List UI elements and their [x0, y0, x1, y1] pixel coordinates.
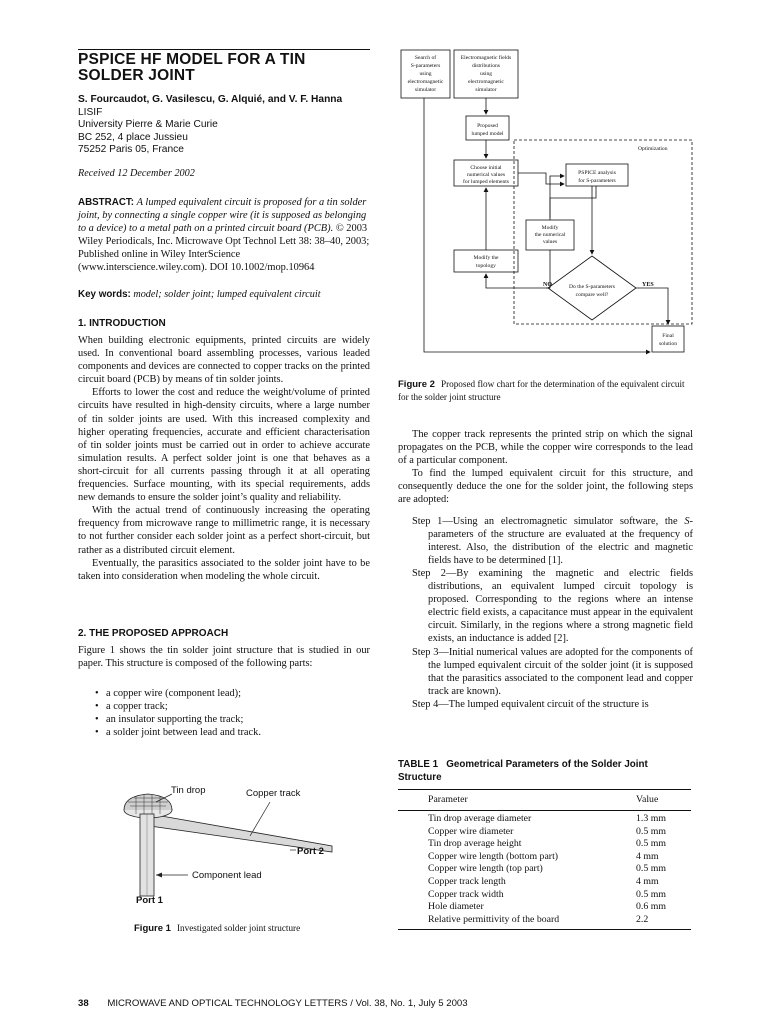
figure2-flowchart: [396, 48, 696, 364]
fc-text: simulator: [475, 87, 497, 93]
table-cell-parameter: Copper wire diameter: [428, 825, 514, 837]
paragraph: With the actual trend of continuously increasing the operating frequency from microwave range to millimetric range, it is necessary to not further consider each solder joint as a perfect short-circuit, but rather as a distributed circuit element.: [78, 505, 370, 556]
authors: S. Fourcaudot, G. Vasilescu, G. Alquié, and V. F. Hanna: [78, 94, 343, 105]
received-date: Received 12 December 2002: [78, 168, 195, 179]
table-row: [428, 813, 666, 826]
step-4: Step 4—The lumped equivalent circuit of the structure is: [412, 698, 649, 710]
title-rule: [78, 49, 370, 50]
table-row: [428, 838, 666, 851]
list-item: • an insulator supporting the track;: [106, 713, 370, 726]
fc-text: simulator: [414, 87, 437, 93]
table-row: [428, 914, 666, 927]
table-header-value: Value: [636, 794, 659, 805]
figure1-label: Figure 1: [134, 923, 171, 934]
title-line-1: PSPICE HF MODEL FOR A TIN: [78, 51, 306, 68]
label-component-lead: Component lead: [192, 870, 262, 881]
table-cell-value: 4 mm: [636, 875, 659, 887]
table-cell-value: 0.6 mm: [636, 901, 666, 913]
page-number: 38: [78, 998, 89, 1009]
table1-label: TABLE 1: [398, 759, 439, 770]
fc-no-label: NO: [543, 282, 552, 288]
table-cell-parameter: Hole diameter: [428, 901, 484, 913]
table-row: [428, 851, 666, 864]
list-item: • a solder joint between lead and track.: [106, 726, 370, 739]
fc-text: topology: [476, 263, 496, 269]
affiliation-line: LISIF: [78, 107, 103, 118]
table-cell-value: 0.5 mm: [636, 863, 666, 875]
fc-text: values: [542, 239, 558, 245]
step1-s: S: [684, 515, 690, 527]
figure2-caption-text: Proposed flow chart for the determination of the equivalent circuit for the solder joint structure: [398, 379, 685, 402]
box-final: [652, 326, 684, 352]
fc-text: using: [479, 71, 493, 77]
table-cell-parameter: Copper track length: [428, 875, 506, 887]
approach-heading: 2. THE PROPOSED APPROACH: [78, 628, 229, 639]
fc-text: distributions: [472, 63, 500, 69]
fc-text: compare well?: [575, 292, 609, 298]
figure1-illustration: [110, 778, 360, 908]
table-cell-parameter: Relative permittivity of the board: [428, 913, 560, 925]
step-2: Step 2—By examining the magnetic and electric fields distributions, an equivalent lumped circuit topology is proposed. Corresponding to the regions where an intense electric field exists, a capacitance must appear in the equivalent circuit. Similarly, in the regions where a strong magnetic field exists, an inductance is added [2].: [412, 567, 693, 645]
fc-text: Do the S-parameters: [569, 284, 615, 290]
fc-text: PSPICE analysis: [578, 170, 616, 176]
affiliation-line: 75252 Paris 05, France: [78, 143, 184, 155]
fc-text: Modify the: [473, 255, 499, 261]
table-cell-value: 2.2: [636, 913, 649, 925]
paragraph: Figure 1 shows the tin solder joint structure that is studied in our paper. This structure is composed of the following parts:: [78, 645, 370, 670]
keywords: [78, 289, 370, 300]
table-cell-parameter: Copper wire length (bottom part): [428, 850, 559, 862]
step1-text-rest: -parameters of the structure are evaluated at the frequency of interest. Also, the distribution of the electric and magnetic fields have to be determined [1].: [428, 515, 693, 566]
title-line-2: SOLDER JOINT: [78, 67, 195, 84]
footer: [78, 998, 468, 1009]
table-cell-value: 0.5 mm: [636, 888, 666, 900]
table-bottom-rule: [398, 929, 691, 930]
fc-text: for lumped elements: [463, 179, 509, 185]
table-cell-value: 0.5 mm: [636, 838, 666, 850]
paragraph: To find the lumped equivalent circuit for this structure, and consequently deduce the one for the solder joint, the following steps are adopted:: [398, 468, 693, 506]
fc-text: lumped model: [471, 131, 504, 137]
step-1: [398, 515, 693, 567]
paragraph: The copper track represents the printed strip on which the signal propagates on the PCB, while the copper wire corresponds to the lead of a particular component.: [398, 429, 693, 467]
intro-heading: 1. INTRODUCTION: [78, 318, 166, 329]
fc-text: Electromagnetic fields: [460, 55, 512, 61]
table-header-rule: [398, 810, 691, 811]
abstract-italic: A lumped equivalent circuit is proposed for a tin solder joint, by connecting a single copper wire (it is supposed as belonging to a device) to a metal path on a printed circuit board (PCB).: [78, 197, 367, 235]
table1: [428, 813, 666, 926]
fc-text: Optimization: [638, 146, 668, 152]
table-cell-parameter: Tin drop average diameter: [428, 813, 532, 824]
fc-text: electromagnetic: [407, 79, 444, 85]
article-title: [78, 52, 370, 84]
table1-title: [398, 758, 693, 784]
parts-list: [78, 687, 370, 739]
table1-title-line1: Geometrical Parameters of the Solder Joint: [446, 759, 648, 770]
fc-text: for S-parameters: [578, 178, 616, 184]
table-header-param: Parameter: [428, 794, 468, 805]
list-item: • a copper track;: [106, 700, 370, 713]
label-port1: Port 1: [136, 895, 163, 906]
fc-text: Search of: [414, 55, 437, 61]
approach-body: [78, 644, 370, 670]
fc-text: Choose initial: [470, 165, 502, 171]
affiliation: [78, 107, 370, 156]
abstract-label: ABSTRACT:: [78, 197, 135, 208]
figure2-label: Figure 2: [398, 379, 435, 390]
list-item: • a copper wire (component lead);: [106, 687, 370, 700]
table-row: [428, 889, 666, 902]
right-body: [398, 428, 693, 711]
fc-text: S-parameters: [410, 63, 441, 69]
step1-text: Step 1—Using an electromagnetic simulator software, the: [412, 515, 685, 527]
table-cell-value: 1.3 mm: [636, 813, 666, 824]
abstract: [78, 196, 370, 275]
affiliation-line: University Pierre & Marie Curie: [78, 119, 218, 131]
keywords-label: Key words:: [78, 289, 131, 300]
affiliation-line: BC 252, 4 place Jussieu: [78, 131, 188, 143]
abstract-rest: © 2003 Wiley Periodicals, Inc. Microwave Opt Technol Lett 38: 38–40, 2003; Published online in Wiley InterScience (www.interscience.wiley.com). DOI 10.1002/mop.10964: [78, 223, 370, 274]
table-cell-value: 0.5 mm: [636, 825, 666, 837]
table-row: [428, 876, 666, 889]
fc-text: the numerical: [534, 232, 566, 238]
fc-text: using: [419, 71, 432, 77]
table-row: [428, 901, 666, 914]
table-row: [428, 863, 666, 876]
fc-text: numerical values: [466, 172, 506, 178]
figure1-caption: [134, 922, 300, 935]
table-row: [428, 826, 666, 839]
figure1-caption-text: Investigated solder joint structure: [176, 923, 301, 933]
table-cell-parameter: Tin drop average height: [428, 838, 522, 850]
fc-text: Proposed: [477, 123, 498, 129]
figure2-caption: [398, 378, 693, 403]
fc-text: electromagnetic: [468, 79, 504, 85]
fc-yes-label: YES: [642, 282, 654, 288]
paragraph: When building electronic equipments, printed circuits are widely used. In conventional board assembling processes, various leaded components and devices are connected to copper tracks on the printed circuit board (PCB) by means of tin solder joints.: [78, 335, 370, 386]
label-tin-drop: Tin drop: [171, 785, 206, 796]
paragraph: Efforts to lower the cost and reduce the weight/volume of printed circuits have resulted in high-density circuits, where a large number of tin solder joints are used. With this increased complexity and higher operating frequencies, accurate and efficient characterisation of tin solder joints must be carried out in order to achieve accurate simulation results. A perfect solder joint is one that behaves as a short-circuit for all currents passing through it at all operating frequencies. Surface mounting, with its special requirements, adds new demands to ensure the solder joint’s quality and reliability.: [78, 387, 370, 504]
fc-text: Modify: [541, 225, 559, 231]
fc-text: Final: [662, 333, 674, 339]
step-3: Step 3—Initial numerical values are adopted for the components of the lumped equivalent circuit of the solder joint (it is supposed that the parasitics associated to the component lead and copper track are known).: [412, 646, 693, 697]
keywords-text: model; solder joint; lumped equivalent circuit: [133, 289, 321, 300]
fc-text: solution: [658, 341, 678, 347]
table-cell-parameter: Copper track width: [428, 888, 504, 900]
table-cell-value: 4 mm: [636, 850, 659, 862]
table1-title-line2: Structure: [398, 772, 442, 783]
intro-body: [78, 334, 370, 583]
label-copper-track: Copper track: [246, 788, 301, 799]
label-port2: Port 2: [297, 846, 324, 857]
table-cell-parameter: Copper wire length (top part): [428, 863, 543, 875]
journal-info: MICROWAVE AND OPTICAL TECHNOLOGY LETTERS / Vol. 38, No. 1, July 5 2003: [107, 998, 468, 1009]
paragraph: Eventually, the parasitics associated to the solder joint have to be taken into consideration when modeling the whole circuit.: [78, 557, 370, 582]
table-top-rule: [398, 789, 691, 790]
